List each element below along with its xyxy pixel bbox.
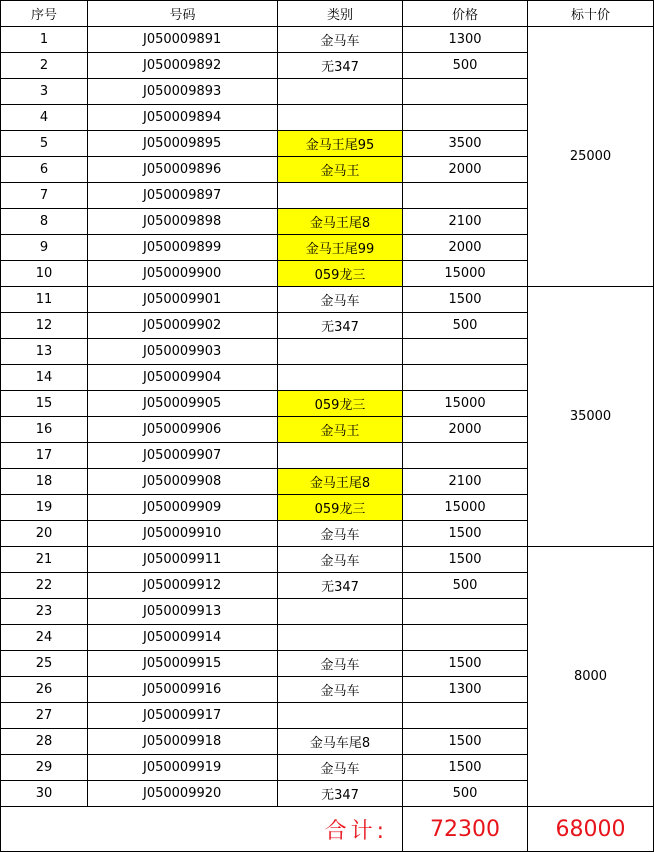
row-category: 059龙三 — [278, 391, 403, 417]
row-price — [403, 183, 528, 209]
row-category — [278, 365, 403, 391]
row-price — [403, 599, 528, 625]
row-seq: 21 — [1, 547, 88, 573]
header-row — [1, 1, 654, 27]
row-category: 金马车 — [278, 521, 403, 547]
row-price — [403, 79, 528, 105]
row-category: 金马王 — [278, 417, 403, 443]
row-seq: 2 — [1, 53, 88, 79]
row-code: J050009904 — [88, 365, 278, 391]
row-seq: 20 — [1, 521, 88, 547]
row-seq: 17 — [1, 443, 88, 469]
row-code: J050009916 — [88, 677, 278, 703]
row-category — [278, 183, 403, 209]
row-category: 金马王尾8 — [278, 209, 403, 235]
row-price: 1500 — [403, 547, 528, 573]
row-price: 15000 — [403, 391, 528, 417]
row-code: J050009895 — [88, 131, 278, 157]
row-seq: 11 — [1, 287, 88, 313]
row-code: J050009913 — [88, 599, 278, 625]
row-price: 2000 — [403, 417, 528, 443]
row-code: J050009893 — [88, 79, 278, 105]
row-price — [403, 703, 528, 729]
group-price: 35000 — [528, 287, 654, 547]
row-price — [403, 443, 528, 469]
row-code: J050009894 — [88, 105, 278, 131]
row-price: 500 — [403, 313, 528, 339]
row-price — [403, 625, 528, 651]
row-seq: 12 — [1, 313, 88, 339]
row-seq: 4 — [1, 105, 88, 131]
row-seq: 19 — [1, 495, 88, 521]
row-code: J050009902 — [88, 313, 278, 339]
row-price: 1300 — [403, 27, 528, 53]
row-category: 金马王尾99 — [278, 235, 403, 261]
row-code: J050009906 — [88, 417, 278, 443]
row-code: J050009903 — [88, 339, 278, 365]
row-price: 500 — [403, 53, 528, 79]
row-seq: 25 — [1, 651, 88, 677]
row-category — [278, 339, 403, 365]
row-seq: 15 — [1, 391, 88, 417]
row-price — [403, 365, 528, 391]
header-code: 号码 — [88, 1, 278, 27]
row-category — [278, 599, 403, 625]
row-seq: 5 — [1, 131, 88, 157]
row-code: J050009896 — [88, 157, 278, 183]
row-category: 金马车 — [278, 755, 403, 781]
row-code: J050009919 — [88, 755, 278, 781]
row-category — [278, 625, 403, 651]
total-label: 合计: — [1, 807, 403, 852]
row-price: 2000 — [403, 235, 528, 261]
row-seq: 7 — [1, 183, 88, 209]
row-code: J050009899 — [88, 235, 278, 261]
row-code: J050009907 — [88, 443, 278, 469]
row-category — [278, 79, 403, 105]
row-category: 无347 — [278, 573, 403, 599]
row-code: J050009897 — [88, 183, 278, 209]
row-code: J050009909 — [88, 495, 278, 521]
row-seq: 1 — [1, 27, 88, 53]
row-price: 1300 — [403, 677, 528, 703]
row-price: 15000 — [403, 495, 528, 521]
table-row — [1, 287, 654, 313]
row-seq: 16 — [1, 417, 88, 443]
row-price — [403, 105, 528, 131]
row-code: J050009892 — [88, 53, 278, 79]
row-price: 1500 — [403, 755, 528, 781]
row-price: 15000 — [403, 261, 528, 287]
row-seq: 30 — [1, 781, 88, 807]
row-category: 金马车 — [278, 677, 403, 703]
table-row — [1, 27, 654, 53]
table-body — [1, 27, 654, 807]
row-price: 2100 — [403, 469, 528, 495]
total-price: 72300 — [403, 807, 528, 852]
row-price: 500 — [403, 781, 528, 807]
row-price: 1500 — [403, 729, 528, 755]
row-seq: 27 — [1, 703, 88, 729]
row-code: J050009898 — [88, 209, 278, 235]
row-code: J050009914 — [88, 625, 278, 651]
header-seq: 序号 — [1, 1, 88, 27]
total-group-price: 68000 — [528, 807, 654, 852]
row-category: 金马车 — [278, 547, 403, 573]
row-category: 无347 — [278, 313, 403, 339]
row-price: 3500 — [403, 131, 528, 157]
row-seq: 6 — [1, 157, 88, 183]
row-code: J050009920 — [88, 781, 278, 807]
row-seq: 28 — [1, 729, 88, 755]
row-seq: 18 — [1, 469, 88, 495]
row-code: J050009910 — [88, 521, 278, 547]
row-category: 无347 — [278, 53, 403, 79]
row-seq: 29 — [1, 755, 88, 781]
row-seq: 22 — [1, 573, 88, 599]
row-category: 无347 — [278, 781, 403, 807]
row-code: J050009900 — [88, 261, 278, 287]
header-group-price: 标十价 — [528, 1, 654, 27]
group-price: 8000 — [528, 547, 654, 807]
row-code: J050009901 — [88, 287, 278, 313]
header-price: 价格 — [403, 1, 528, 27]
row-category: 金马王 — [278, 157, 403, 183]
row-seq: 9 — [1, 235, 88, 261]
row-price — [403, 339, 528, 365]
row-seq: 26 — [1, 677, 88, 703]
row-category: 059龙三 — [278, 261, 403, 287]
row-category: 金马车 — [278, 651, 403, 677]
row-category: 059龙三 — [278, 495, 403, 521]
row-category: 金马王尾95 — [278, 131, 403, 157]
row-code: J050009911 — [88, 547, 278, 573]
row-seq: 24 — [1, 625, 88, 651]
row-code: J050009891 — [88, 27, 278, 53]
row-category — [278, 703, 403, 729]
row-code: J050009917 — [88, 703, 278, 729]
row-category: 金马车尾8 — [278, 729, 403, 755]
row-seq: 13 — [1, 339, 88, 365]
header-category: 类别 — [278, 1, 403, 27]
row-code: J050009912 — [88, 573, 278, 599]
row-category: 金马王尾8 — [278, 469, 403, 495]
row-code: J050009908 — [88, 469, 278, 495]
row-price: 1500 — [403, 651, 528, 677]
row-seq: 3 — [1, 79, 88, 105]
group-price: 25000 — [528, 27, 654, 287]
row-price: 1500 — [403, 287, 528, 313]
row-price: 2100 — [403, 209, 528, 235]
row-category — [278, 443, 403, 469]
row-price: 1500 — [403, 521, 528, 547]
row-price: 500 — [403, 573, 528, 599]
row-seq: 8 — [1, 209, 88, 235]
row-category: 金马车 — [278, 27, 403, 53]
row-seq: 14 — [1, 365, 88, 391]
row-seq: 10 — [1, 261, 88, 287]
row-seq: 23 — [1, 599, 88, 625]
row-category: 金马车 — [278, 287, 403, 313]
row-category — [278, 105, 403, 131]
row-code: J050009915 — [88, 651, 278, 677]
row-code: J050009918 — [88, 729, 278, 755]
row-code: J050009905 — [88, 391, 278, 417]
row-price: 2000 — [403, 157, 528, 183]
table-row — [1, 547, 654, 573]
total-row — [1, 807, 654, 852]
